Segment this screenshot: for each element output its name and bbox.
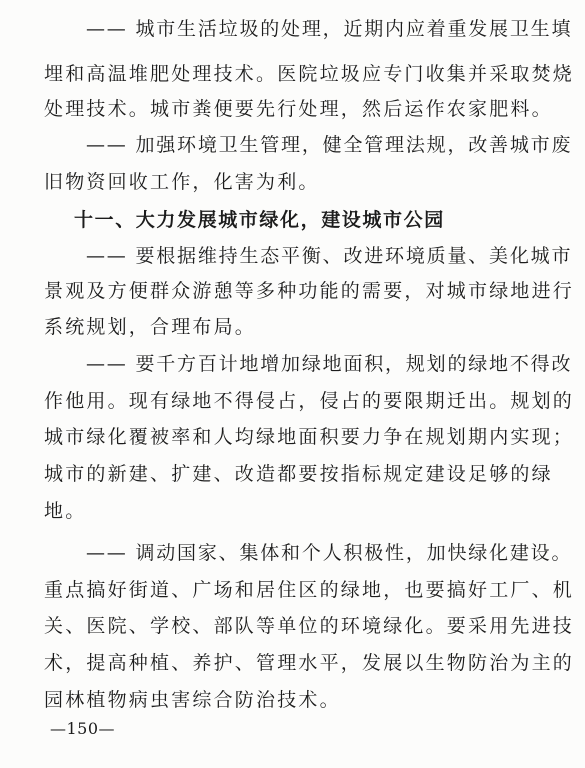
- text-line: 城市绿化覆被率和人均绿地面积要力争在规划期内实现；: [44, 426, 575, 448]
- text-line: —— 调动国家、集体和个人积极性，加快绿化建设。: [86, 542, 573, 564]
- text-line: 埋和高温堆肥处理技术。医院垃圾应专门收集并采取焚烧: [44, 63, 575, 85]
- text-line: 园林植物病虫害综合防治技术。: [44, 689, 341, 711]
- text-line: 景观及方便群众游憩等多种功能的需要，对城市绿地进行: [44, 280, 575, 302]
- text-line: 术，提高种植、养护、管理水平，发展以生物防治为主的: [44, 652, 575, 674]
- text-line: —— 城市生活垃圾的处理，近期内应着重发展卫生填: [86, 18, 573, 40]
- text-line: 城市的新建、扩建、改造都要按指标规定建设足够的绿: [44, 463, 553, 485]
- text-line: —— 要千方百计地增加绿地面积，规划的绿地不得改: [86, 353, 573, 375]
- page-number: —150—: [50, 719, 116, 738]
- text-line: —— 加强环境卫生管理，健全管理法规，改善城市废: [86, 134, 573, 156]
- text-line: —— 要根据维持生态平衡、改进环境质量、美化城市: [86, 245, 573, 267]
- text-line: 关、医院、学校、部队等单位的环境绿化。要采用先进技: [44, 615, 575, 637]
- text-line: 重点搞好街道、广场和居住区的绿地，也要搞好工厂、机: [44, 579, 575, 601]
- text-line: 系统规划，合理布局。: [44, 316, 257, 338]
- text-line: 地。: [44, 500, 87, 522]
- section-heading: 十一、大力发展城市绿化，建设城市公园: [74, 209, 445, 231]
- text-line: 处理技术。城市粪便要先行处理，然后运作农家肥料。: [44, 98, 553, 120]
- text-line: 作他用。现有绿地不得侵占，侵占的要限期迁出。规划的: [44, 390, 575, 412]
- text-line: 旧物资回收工作，化害为利。: [44, 171, 320, 193]
